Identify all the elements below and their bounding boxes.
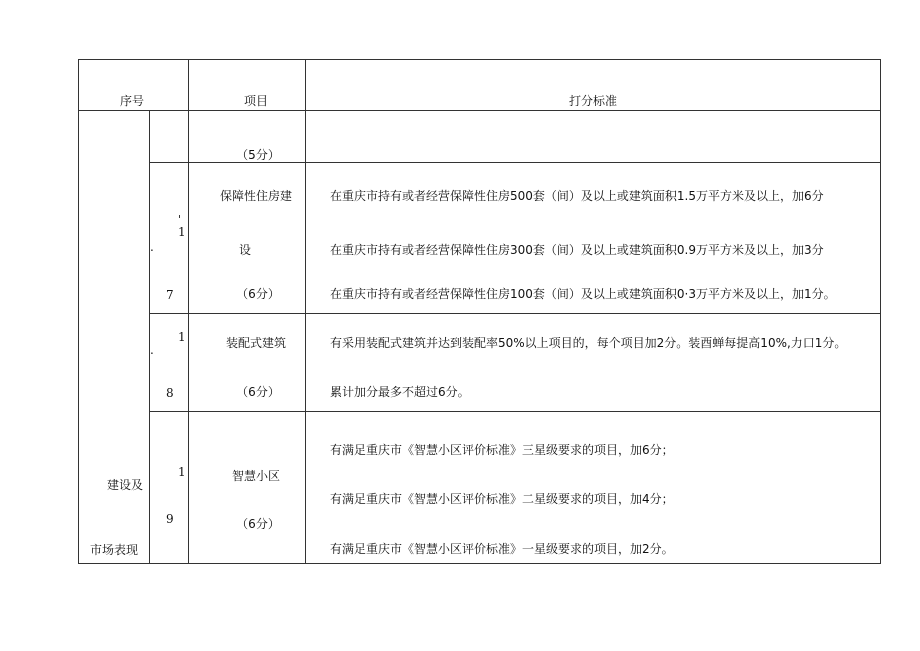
- item-score: （6分）: [236, 385, 280, 399]
- category-divider: [149, 110, 150, 564]
- seq-mark: ': [178, 213, 182, 226]
- seq-digit: 7: [166, 288, 174, 302]
- seq-digit: 9: [166, 512, 174, 526]
- criteria-line: 在重庆市持有或者经营保障性住房300套（间）及以上或建筑面积0.9万平方米及以上，加3分: [330, 243, 824, 257]
- criteria-line: 有满足重庆市《智慧小区评价标准》二星级要求的项目，加4分；: [330, 492, 674, 506]
- seq-digit: 1: [178, 330, 186, 344]
- table-border-top: [78, 59, 881, 60]
- item-name: 装配式建筑: [225, 336, 287, 350]
- item-score: （6分）: [236, 287, 280, 301]
- header-criteria: 打分标准: [568, 94, 618, 108]
- seq-dot: .: [150, 343, 154, 357]
- item-name-line2: 设: [238, 243, 252, 257]
- criteria-line: 有满足重庆市《智慧小区评价标准》三星级要求的项目，加6分；: [330, 443, 674, 457]
- seq-item-divider: [188, 59, 189, 564]
- row-divider: [149, 162, 881, 163]
- criteria-line: 有满足重庆市《智慧小区评价标准》一星级要求的项目，加2分。: [330, 542, 674, 556]
- row-divider: [149, 313, 881, 314]
- table-border-bottom: [78, 563, 881, 564]
- item-name-line1: 保障性住房建: [219, 189, 293, 203]
- criteria-line: 在重庆市持有或者经营保障性住房100套（间）及以上或建筑面积0·3万平方米及以上，加1分。: [330, 287, 836, 301]
- category-label-line2: 市场表现: [89, 543, 139, 557]
- seq-digit: 8: [166, 386, 174, 400]
- seq-digit: 1: [178, 465, 186, 479]
- seq-digit: 1: [178, 225, 186, 239]
- item-score: （6分）: [236, 517, 280, 531]
- table-border-left: [78, 59, 79, 564]
- row-score: （5分）: [236, 148, 280, 162]
- header-seq: 序号: [119, 94, 145, 108]
- table-border-right: [880, 59, 881, 564]
- criteria-line: 在重庆市持有或者经营保障性住房500套（间）及以上或建筑面积1.5万平方米及以上，加6分: [330, 189, 824, 203]
- item-name: 智慧小区: [231, 469, 281, 483]
- row-divider: [149, 411, 881, 412]
- header-divider: [78, 110, 881, 111]
- header-item: 项目: [243, 94, 269, 108]
- criteria-line: 累计加分最多不超过6分。: [330, 385, 470, 399]
- seq-dot: .: [150, 240, 154, 254]
- item-criteria-divider: [305, 59, 306, 564]
- category-label-line1: 建设及: [106, 478, 144, 492]
- criteria-line: 有采用装配式建筑并达到装配率50%以上项目的，每个项目加2分。装酉蝉每提高10%,力口1分。: [330, 336, 847, 350]
